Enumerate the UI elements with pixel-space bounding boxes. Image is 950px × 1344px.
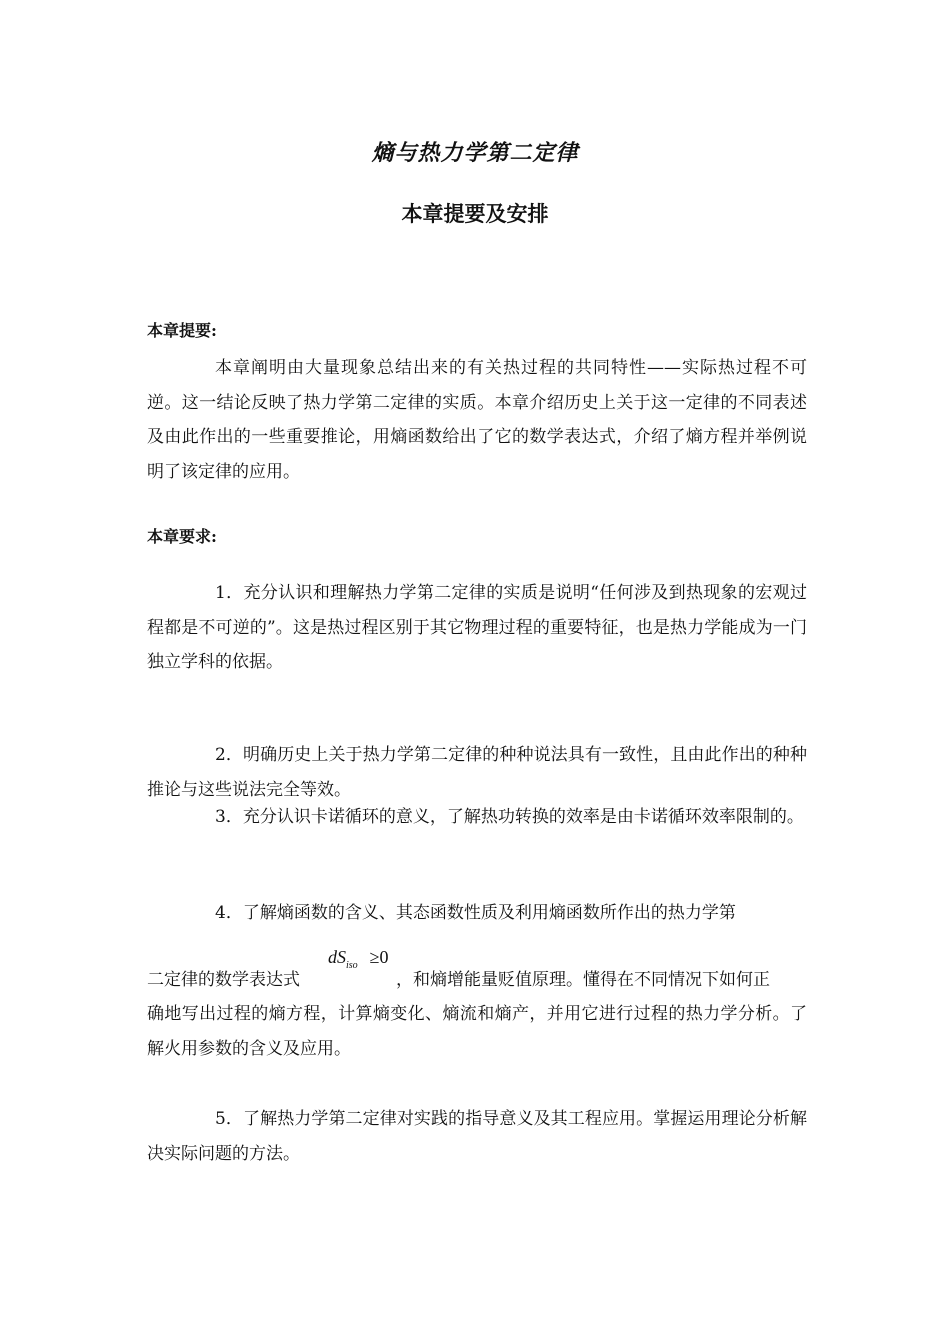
requirement-item-3: 3．充分认识卡诺循环的意义，了解热功转换的效率是由卡诺循环效率限制的。 [215,807,804,827]
formula-subscript: iso [346,960,358,971]
summary-paragraph: 本章阐明由大量现象总结出来的有关热过程的共同特性——实际热过程不可逆。这一结论反映了热力学第二定律的实质。本章介绍历史上关于这一定律的不同表述及由此作出的一些重要推论，用熵函数给出了它的数学表达式，介绍了熵方程并举例说明了该定律的应用。 [147,358,807,482]
entropy-inequality-formula [328,947,389,971]
document-title: 熵与热力学第二定律 [371,140,579,166]
requirement-item-5: 5．了解热力学第二定律对实践的指导意义及其工程应用。掌握运用理论分析解决实际问题的方法。 [147,1109,807,1164]
requirement-item-2: 2．明确历史上关于热力学第二定律的种种说法具有一致性，且由此作出的种种推论与这些说法完全等效。 [147,745,807,800]
requirement-item-4-continuation: 确地写出过程的熵方程，计算熵变化、熵流和熵产，并用它进行过程的热力学分析。了解火用参数的含义及应用。 [147,1004,807,1059]
document-subtitle: 本章提要及安排 [401,201,549,226]
formula-variable: dS [328,947,346,967]
formula-relation: ≥0 [369,947,389,967]
requirement-item-4: 4．了解熵函数的含义、其态函数性质及利用熵函数所作出的热力学第 [215,903,736,923]
requirement-item-1: 1．充分认识和理解热力学第二定律的实质是说明“任何涉及到热现象的宏观过程都是不可逆的”。这是热过程区别于其它物理过程的重要特征，也是热力学能成为一门独立学科的依据。 [147,583,807,672]
requirement-item-4-formula-line [147,966,770,994]
summary-heading: 本章提要: [147,321,217,340]
formula-prefix: 二定律的数学表达式 [147,970,300,990]
requirements-heading: 本章要求: [147,527,217,546]
formula-suffix: ，和熵增能量贬值原理。懂得在不同情况下如何正 [396,970,770,990]
